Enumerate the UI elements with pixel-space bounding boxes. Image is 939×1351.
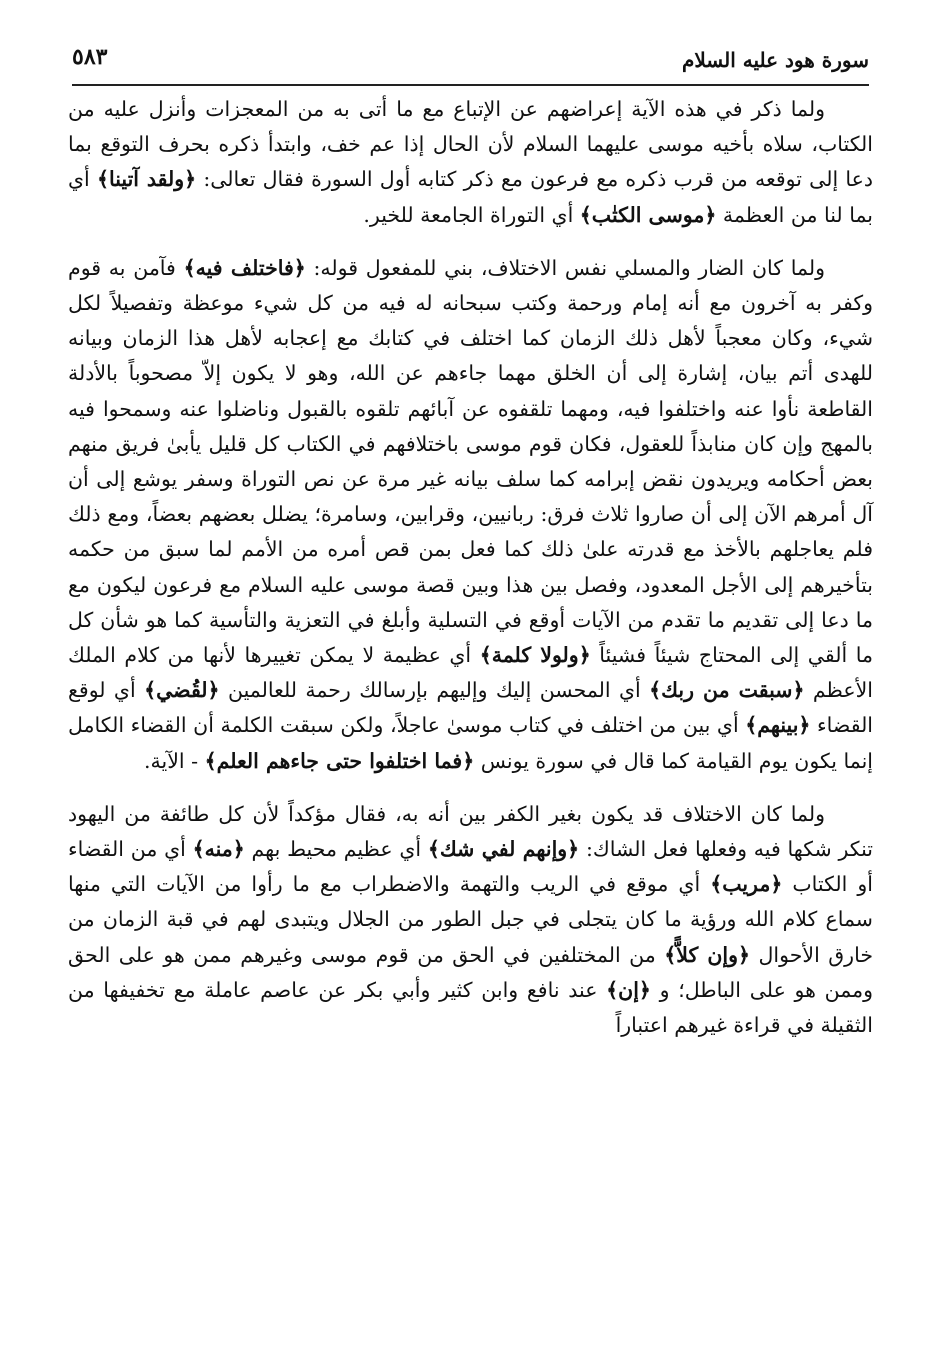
quran-quote: ﴿إن﴾: [606, 977, 651, 1002]
quran-quote: ﴿منه﴾: [192, 837, 245, 862]
commentary-text: ولما ذكر في هذه الآية إعراضهم عن الإتباع مع ما أتى به من المعجزات وأنزل عليه من الكتاب، سلاه بأخيه موسى عليهما السلام لأن الحال إذا عم خف، وابتدأ ذكره بحرف التوقع بما دعا إلى توقعه من قرب ذكره مع فرعون مع ذكر كتابه أول السورة فقال تعالى:: [68, 97, 873, 192]
commentary-text: - الآية.: [144, 748, 205, 773]
paragraph: [68, 797, 873, 1043]
quran-quote: ﴿ولقد آتينا﴾: [96, 167, 197, 192]
quran-quote: ﴿وإنهم لفي شك﴾: [427, 837, 580, 862]
commentary-text: أي المحسن إليك وإليهم بإرسالك رحمة للعالمين: [219, 678, 650, 703]
quran-quote: ﴿موسى الكتٰب﴾: [579, 202, 717, 227]
commentary-text: عند نافع وابن كثير وأبي بكر عن عاصم عاملة مع تخفيفها من الثقيلة في قراءة غيرهم اعتباراً: [68, 977, 873, 1038]
commentary-text: أي بين من اختلف في كتاب موسىٰ عاجلاً، ولكن سبقت الكلمة أن القضاء الكامل إنما يكون يوم القيامة كما قال في سورة يونس: [68, 713, 873, 773]
commentary-text: ولما كان الاختلاف قد يكون بغير الكفر بين أنه به، فقال مؤكداً لأن كل طائفة من اليهود تنكر شكها فيه وفعلها فعل الشاك:: [68, 801, 873, 862]
commentary-text: أي بما لنا من العظمة: [68, 167, 873, 227]
commentary-text: أي لوقع القضاء: [68, 678, 874, 738]
quran-quote: ﴿مريب﴾: [710, 872, 783, 897]
quran-quote: ﴿لقُضي﴾: [144, 678, 220, 703]
commentary-text: فآمن به قوم وكفر به آخرون مع أنه إمام ورحمة وكتب سبحانه له فيه من كل شيء موعظة وتفصيلاً لكل شيء، وكان معجباً لأهل ذلك الزمان كما اختلف في كتابك مع إعجابه لأهل هذا الزمان وبيانه للهدى أتم بيان، إشارة إلى أن الخلق مهما جاءهم عن الله، وهو لا يكون إلاّ مصحوباً بالأدلة القاطعة نأوا عنه واختلفوا فيه، ومهما تلقفوه عن آبائهم تلقوه بالقبول وناضلوا عنه وسمحوا فيه بالمهج وإن كان منابذاً للعقول، فكان قوم موسى باختلافهم في الكتاب كل قليل يأبىٰ فريق منهم بعض أحكامه ويريدون نقض إبرامه كما سلف بيانه غير مرة عن نص التوراة وسفر يوشع إلى أن آل أمرهم الآن إلى أن صاروا ثلاث فرق: ربانيين، وقرابين، وسامرة؛ يضلل بعضهم بعضاً، ومع ذلك فلم يعاجلهم بالأخذ مع قدرته علىٰ ذلك كما فعل بمن قص أمره من الأمم لما سبق من حكمه بتأخيرهم إلى الأجل المعدود، وفصل بين هذا وبين قصة موسى عليه السلام مع فرعون ليكون مع ما دعا إلى تقديم ما تقدم من الآيات أوقع في التسلية وأبلغ في التعزية والتأسية كما هو شأن كل ما ألقي إلى المحتاج شيئاً فشيئاً: [68, 255, 873, 668]
page-header: [72, 40, 869, 82]
commentary-text: أي عظيم محيط بهم: [244, 837, 428, 862]
body-text: [68, 92, 873, 1043]
quran-quote: ﴿ولولا كلمة﴾: [479, 643, 591, 668]
commentary-text: من المختلفين في الحق من قوم موسى وغيرهم ممن هو على الحق وممن هو على الباطل؛ و: [68, 942, 873, 1002]
header-divider: [72, 84, 869, 86]
page-number: ٥٨٣: [72, 44, 108, 70]
paragraph: [68, 92, 873, 233]
paragraph: [68, 251, 873, 779]
commentary-text: ولما كان الضار والمسلي نفس الاختلاف، بني للمفعول قوله:: [305, 255, 825, 280]
quran-quote: ﴿فاختلف فيه﴾: [183, 255, 306, 280]
surah-title: سورة هود عليه السلام: [681, 48, 869, 72]
commentary-text: أي موقع في الريب والتهمة والاضطراب مع ما رأوا من الآيات التي منها سماع كلام الله ورؤية ما كان يتجلى في جبل الطور من الجلال ويتبدى لهم في قبة الزمان من خارق الأحوال: [68, 872, 874, 967]
commentary-text: أي عظيمة لا يمكن تغييرها لأنها من كلام الملك الأعظم: [68, 643, 873, 703]
quran-quote: ﴿بينهم﴾: [745, 713, 811, 738]
commentary-text: أي من القضاء أو الكتاب: [68, 837, 874, 897]
quran-quote: ﴿سبقت من ربك﴾: [649, 678, 805, 703]
quran-quote: ﴿وإن كلاًّ﴾: [664, 942, 751, 967]
quran-quote: ﴿فما اختلفوا حتى جاءهم العلم﴾: [204, 748, 475, 773]
commentary-text: أي التوراة الجامعة للخير.: [363, 202, 580, 227]
